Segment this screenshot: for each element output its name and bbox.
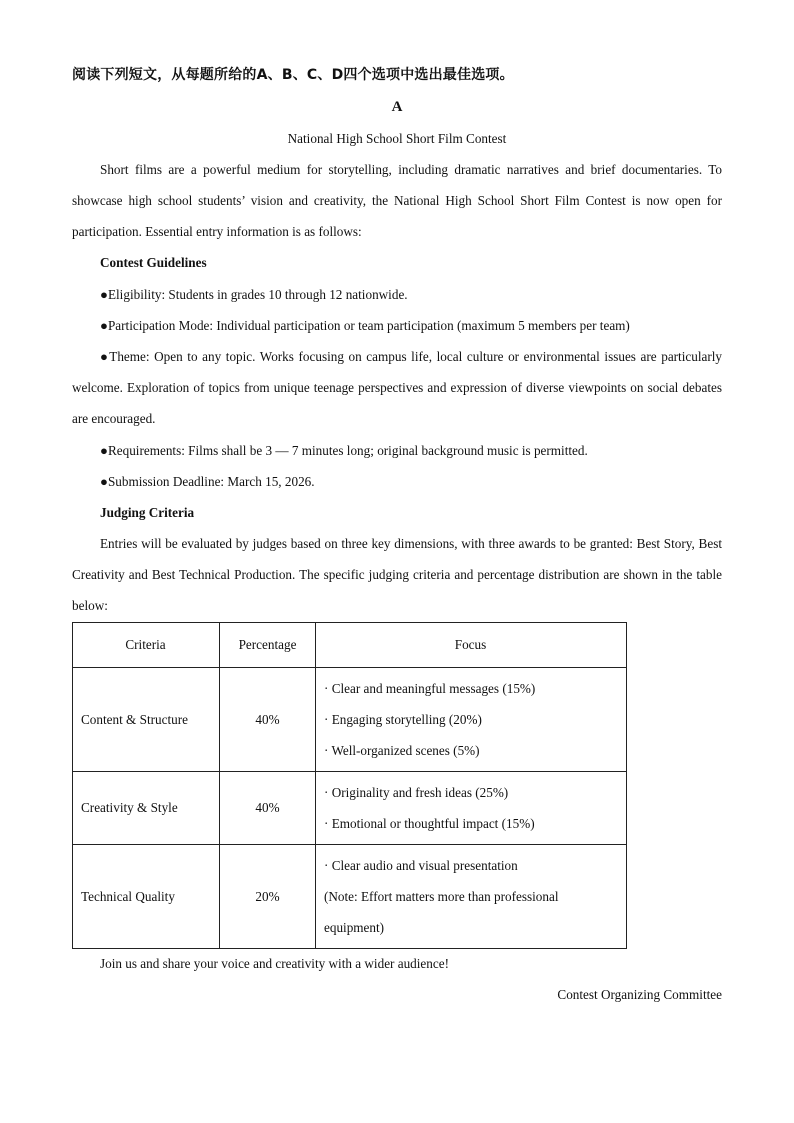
cell-percentage: 20% xyxy=(220,845,316,949)
table-row xyxy=(73,668,627,772)
cell-criteria: Creativity & Style xyxy=(73,772,220,845)
guidelines-heading: Contest Guidelines xyxy=(100,255,207,270)
header-focus: Focus xyxy=(316,623,627,668)
header-percentage: Percentage xyxy=(220,623,316,668)
focus-item: · Engaging storytelling (20%) xyxy=(324,712,482,727)
focus-item: · Emotional or thoughtful impact (15%) xyxy=(324,816,535,831)
cell-percentage: 40% xyxy=(220,668,316,772)
focus-item: · Originality and fresh ideas (25%) xyxy=(324,785,509,800)
section-letter: A xyxy=(391,99,403,115)
cell-criteria: Content & Structure xyxy=(73,668,220,772)
article-title: National High School Short Film Contest xyxy=(287,131,507,146)
cell-focus xyxy=(316,772,627,845)
judging-paragraph: Entries will be evaluated by judges based on three key dimensions, with three awards to be granted: Best Story, Best Creativity and Best Technical Production. The specific judging criteria and percentage distribution are shown in the table below: xyxy=(72,536,722,613)
guideline-deadline: ●Submission Deadline: March 15, 2026. xyxy=(100,474,315,489)
table-header-row xyxy=(73,623,627,668)
header-criteria: Criteria xyxy=(73,623,220,668)
cell-focus xyxy=(316,668,627,772)
focus-item: (Note: Effort matters more than professional xyxy=(324,889,559,904)
signature: Contest Organizing Committee xyxy=(557,987,722,1002)
guideline-theme: ●Theme: Open to any topic. Works focusing on campus life, local culture or environmental issues are particularly welcome. Exploration of topics from unique teenage perspectives and expression of diverse viewpoints on social debates are encouraged. xyxy=(72,349,722,426)
guideline-requirements: ●Requirements: Films shall be 3 — 7 minutes long; original background music is permitted. xyxy=(100,443,588,458)
guideline-eligibility: ●Eligibility: Students in grades 10 through 12 nationwide. xyxy=(100,287,408,302)
cell-focus xyxy=(316,845,627,949)
cell-criteria: Technical Quality xyxy=(73,845,220,949)
table-row xyxy=(73,772,627,845)
cell-percentage: 40% xyxy=(220,772,316,845)
judging-heading: Judging Criteria xyxy=(100,505,195,520)
guideline-participation: ●Participation Mode: Individual participation or team participation (maximum 5 members per team) xyxy=(100,318,630,333)
focus-item: · Clear audio and visual presentation xyxy=(324,858,518,873)
focus-item: equipment) xyxy=(324,920,385,935)
intro-paragraph: Short films are a powerful medium for storytelling, including dramatic narratives and brief documentaries. To showcase high school students’ vision and creativity, the National High School Short Film Contest is now open for participation. Essential entry information is as follows: xyxy=(72,162,722,239)
focus-item: · Well-organized scenes (5%) xyxy=(324,743,480,758)
criteria-table xyxy=(72,622,627,949)
focus-item: · Clear and meaningful messages (15%) xyxy=(324,681,536,696)
table-row xyxy=(73,845,627,949)
instruction-text: 阅读下列短文，从每题所给的A、B、C、D四个选项中选出最佳选项。 xyxy=(72,67,514,83)
closing-line: Join us and share your voice and creativity with a wider audience! xyxy=(100,956,449,971)
